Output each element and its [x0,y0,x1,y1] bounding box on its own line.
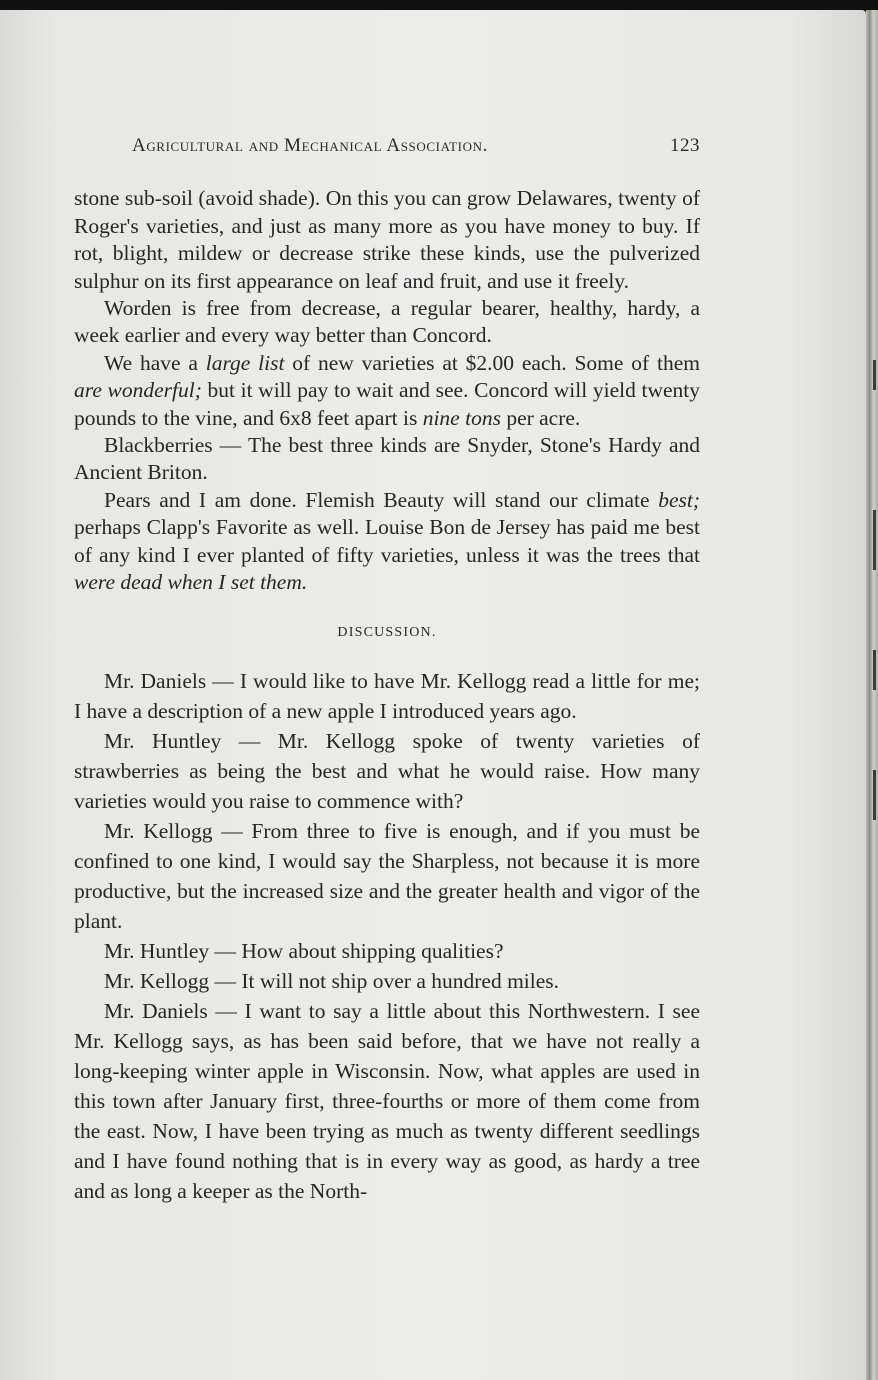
edge-mark [873,360,876,390]
italic-text: large list [205,350,285,375]
running-head [74,132,700,159]
running-title: Agricultural and Mechanical Association. [132,135,488,156]
discussion-paragraph: Mr. Kellogg — From three to five is enough, and if you must be confined to one kind, I would say the Sharpless, not because it is more productive, but the increased size and the greater health and vigor of the plant. [74,818,700,933]
text-run: per acre. [500,405,581,430]
discussion-paragraph: Mr. Huntley — How about shipping qualities? [104,938,504,963]
text-run: We have a [104,350,206,375]
page-number: 123 [670,135,700,156]
italic-text: nine tons [422,405,501,430]
text-run: of new varieties at $2.00 each. Some of them [284,350,700,375]
edge-mark [873,650,876,690]
paragraph-pears [74,487,700,597]
paragraph-worden: Worden is free from decrease, a regular bearer, healthy, hardy, a week earlier and every way better than Concord. [74,296,700,348]
italic-text: are wonderful; [74,378,202,403]
paragraph-continued: stone sub-soil (avoid shade). On this you can grow Delawares, twenty of Roger's varieties, and just as many more as you have money to buy. If rot, blight, mildew or decrease strike these kinds, use the pulverized sulphur on its first appearance on leaf and fruit, and use it freely. [74,186,700,293]
discussion-paragraph: Mr. Daniels — I want to say a little about this Northwestern. I see Mr. Kellogg says, as has been said before, that we have not really a long-keeping winter apple in Wisconsin. Now, what apples are used in this town after January first, three-fourths or more of them come from the east. Now, I have been trying as much as twenty different seedlings and I have found nothing that is in every way as good, as hardy a tree and as long a keeper as the North- [74,998,700,1203]
text-run: Pears and I am done. Flemish Beauty will stand our climate [104,487,659,512]
edge-mark [873,770,876,820]
paragraph-blackberries: Blackberries — The best three kinds are Snyder, Stone's Hardy and Ancient Briton. [74,433,700,485]
page-content [74,132,700,1206]
discussion-heading: DISCUSSION. [337,624,437,640]
paragraph-new-varieties [74,350,700,432]
discussion-section [74,666,700,1206]
discussion-paragraph: Mr. Huntley — Mr. Kellogg spoke of twenty varieties of strawberries as being the best and what he would raise. How many varieties would you raise to commence with? [74,728,700,813]
text-run: but it will pay to wait and see. Concord will yield twenty pounds to the vine, and 6x8 feet apart is [74,378,701,430]
italic-text: best; [658,487,700,512]
discussion-paragraph: Mr. Kellogg — It will not ship over a hundred miles. [104,968,560,993]
page-right-edge [866,10,878,1380]
discussion-paragraph: Mr. Daniels — I would like to have Mr. Kellogg read a little for me; I have a description of a new apple I introduced years ago. [74,668,700,723]
italic-text: were dead when I set them. [74,570,308,595]
edge-mark [873,510,876,570]
text-run: perhaps Clapp's Favorite as well. Louise Bon de Jersey has paid me best of any kind I ever planted of fifty varieties, unless it was the trees that [74,515,700,567]
